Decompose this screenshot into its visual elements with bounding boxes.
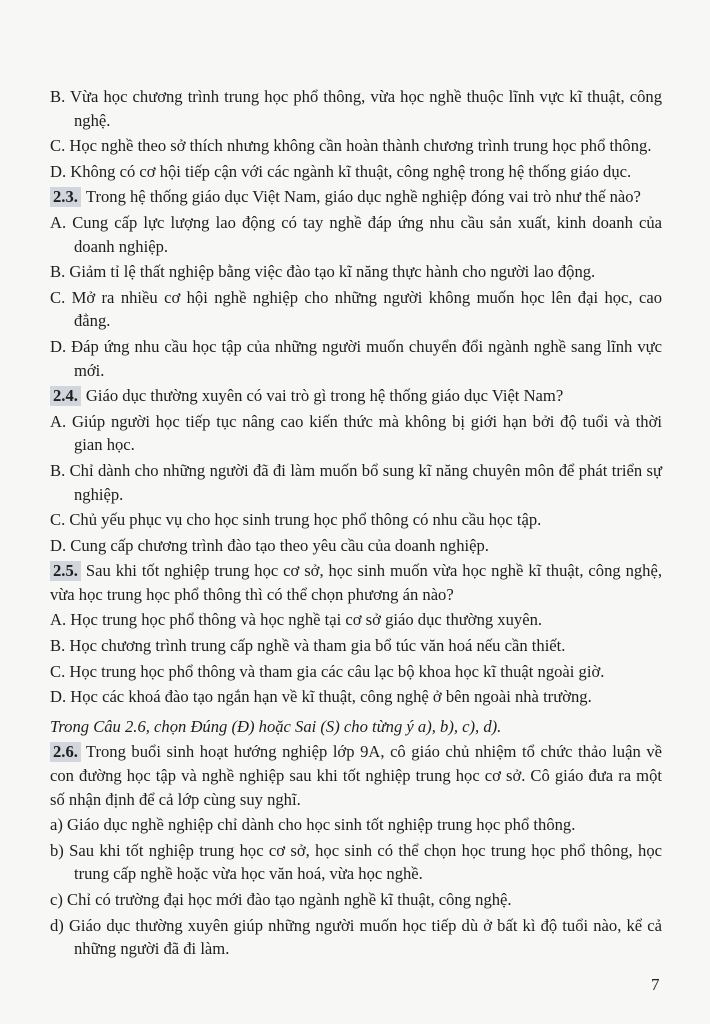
answer-option: B. Chỉ dành cho những người đã đi làm muốn bổ sung kĩ năng chuyên môn để phát triển sự nghiệp. — [50, 460, 662, 504]
question-2.6 — [50, 740, 662, 811]
answer-option: D. Không có cơ hội tiếp cận với các ngành kĩ thuật, công nghệ trong hệ thống giáo dục. — [50, 161, 632, 181]
answer-option: B. Vừa học chương trình trung học phổ thông, vừa học nghề thuộc lĩnh vực kĩ thuật, công nghệ. — [50, 87, 662, 130]
answer-option: C. Học nghề theo sở thích nhưng không cần hoàn thành chương trình trung học phổ thông. — [50, 136, 652, 156]
question-number-badge: 2.4. — [50, 386, 81, 406]
answer-option: D. Đáp ứng nhu cầu học tập của những người muốn chuyển đổi ngành nghề sang lĩnh vực mới. — [50, 336, 662, 380]
question-text: Giáo dục thường xuyên có vai trò gì trong hệ thống giáo dục Việt Nam? — [85, 386, 564, 406]
answer-option: C. Học trung học phổ thông và tham gia các câu lạc bộ khoa học kĩ thuật ngoài giờ. — [50, 661, 605, 681]
answer-option: d) Giáo dục thường xuyên giúp những người muốn học tiếp dù ở bất kì độ tuổi nào, kể cả những người đã đi làm. — [50, 915, 662, 959]
answer-option: D. Cung cấp chương trình đào tạo theo yêu cầu của doanh nghiệp. — [50, 535, 489, 555]
instruction-text: Trong Câu 2.6, chọn Đúng (Đ) hoặc Sai (S) cho từng ý a), b), c), d). — [50, 716, 502, 736]
page-number: 7 — [651, 975, 660, 994]
answer-option: D. Học các khoá đào tạo ngắn hạn về kĩ thuật, công nghệ ở bên ngoài nhà trường. — [50, 687, 592, 707]
answer-option: a) Giáo dục nghề nghiệp chỉ dành cho học sinh tốt nghiệp trung học phổ thông. — [50, 815, 576, 835]
page-content — [50, 85, 662, 963]
question-text: Trong buổi sinh hoạt hướng nghiệp lớp 9A, cô giáo chủ nhiệm tổ chức thảo luận về con đường học tập và nghề nghiệp sau khi tốt nghiệp trung học cơ sở. Cô giáo đưa ra một số nhận định để cả lớp cùng suy nghĩ. — [50, 742, 662, 809]
answer-option: c) Chỉ có trường đại học mới đào tạo ngành nghề kĩ thuật, công nghệ. — [50, 890, 512, 909]
question-number-badge: 2.6. — [50, 742, 81, 762]
answer-option: C. Mở ra nhiều cơ hội nghề nghiệp cho những người không muốn học lên đại học, cao đẳng. — [50, 287, 662, 331]
question-number-badge: 2.5. — [50, 561, 81, 581]
question-2.5 — [50, 559, 662, 606]
question-text: Sau khi tốt nghiệp trung học cơ sở, học sinh muốn vừa học nghề kĩ thuật, công nghệ, vừa học trung học phổ thông thì có thể chọn phương án nào? — [50, 561, 662, 604]
answer-option: B. Giảm tỉ lệ thất nghiệp bằng việc đào tạo kĩ năng thực hành cho người lao động. — [50, 262, 596, 282]
answer-option: C. Chủ yếu phục vụ cho học sinh trung học phổ thông có nhu cầu học tập. — [50, 510, 542, 530]
answer-option: b) Sau khi tốt nghiệp trung học cơ sở, học sinh có thể chọn học trung học phổ thông, học trung cấp nghề hoặc vừa học văn hoá, vừa học nghề. — [50, 840, 662, 884]
question-text: Trong hệ thống giáo dục Việt Nam, giáo dục nghề nghiệp đóng vai trò như thế nào? — [85, 187, 641, 207]
answer-option: A. Học trung học phổ thông và học nghề tại cơ sở giáo dục thường xuyên. — [50, 610, 543, 630]
question-2.4 — [50, 384, 662, 408]
answer-option: B. Học chương trình trung cấp nghề và tham gia bổ túc văn hoá nếu cần thiết. — [50, 636, 566, 656]
answer-option: A. Cung cấp lực lượng lao động có tay nghề đáp ứng nhu cầu sản xuất, kinh doanh của doanh nghiệp. — [50, 212, 662, 256]
question-2.3 — [50, 185, 662, 209]
answer-option: A. Giúp người học tiếp tục nâng cao kiến thức mà không bị giới hạn bởi độ tuổi và thời gian học. — [50, 411, 662, 455]
question-number-badge: 2.3. — [50, 187, 81, 207]
